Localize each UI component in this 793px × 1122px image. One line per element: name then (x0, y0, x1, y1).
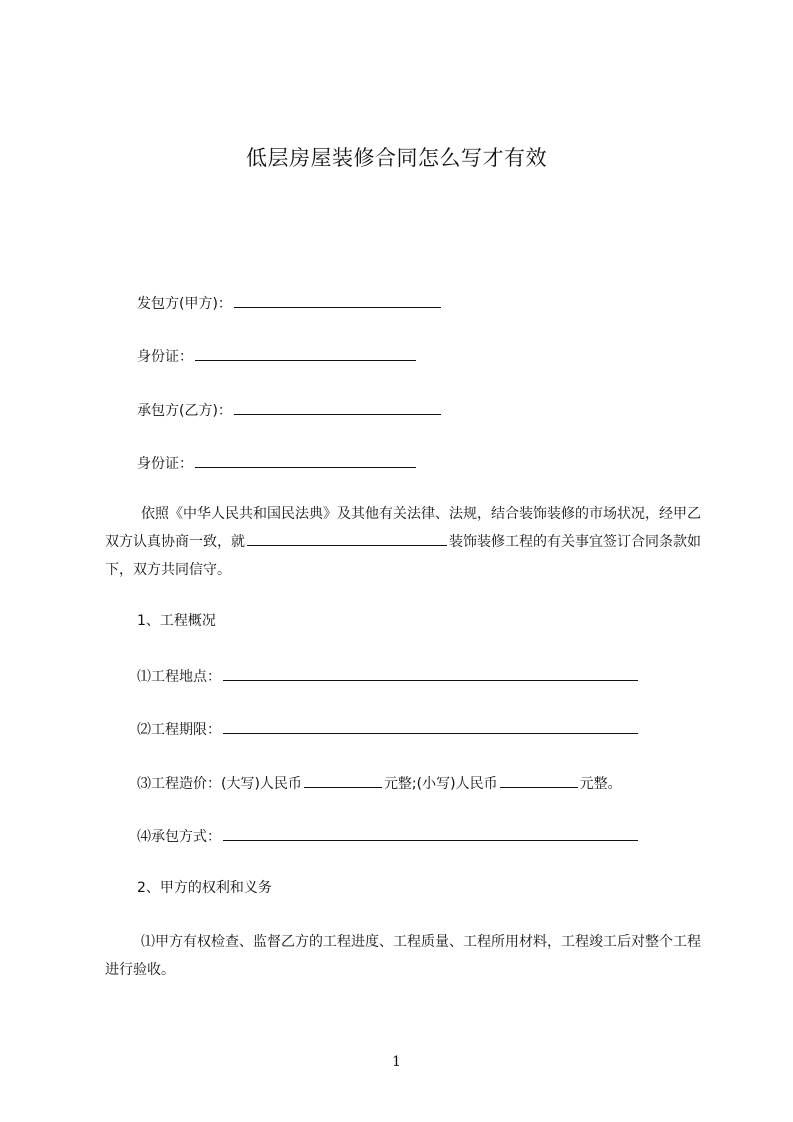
contract-method-blank[interactable] (223, 825, 638, 841)
party-a-label: 发包方(甲方)： (137, 296, 232, 312)
section-2-heading: 2、甲方的权利和义务 (137, 880, 272, 896)
project-cost-field (137, 772, 622, 794)
project-duration-field (137, 718, 640, 740)
party-b-id-field (137, 452, 418, 474)
document-title: 低层房屋装修合同怎么写才有效 (246, 146, 547, 170)
section-1-heading: 1、工程概况 (137, 613, 216, 629)
party-b-label: 承包方(乙方)： (137, 403, 232, 419)
party-b-blank[interactable] (234, 399, 441, 415)
project-cost-suffix: 元整。 (579, 776, 622, 792)
intro-text-part2: 装饰装修工程的有关事宜签订合同条款如下，双方共同信守。 (105, 534, 701, 578)
project-cost-middle: 元整;(小写)人民币 (383, 776, 498, 792)
intro-paragraph (105, 500, 710, 584)
party-a-id-field (137, 345, 418, 367)
intro-text-part1: 依照《中华人民共和国民法典》及其他有关法律、法规，结合装饰装修的市场状况，经甲乙双方认真协商一致，就 (105, 506, 701, 550)
project-name-blank[interactable] (247, 530, 447, 546)
cost-lowercase-blank[interactable] (500, 772, 578, 788)
cost-uppercase-blank[interactable] (304, 772, 382, 788)
party-a-id-label: 身份证： (137, 349, 193, 365)
project-location-field (137, 665, 640, 687)
party-b-field (137, 399, 443, 421)
party-a-field (137, 292, 443, 314)
project-duration-blank[interactable] (223, 718, 638, 734)
party-b-id-blank[interactable] (195, 452, 416, 468)
project-duration-label: ⑵工程期限： (137, 722, 221, 738)
project-location-label: ⑴工程地点： (137, 669, 221, 685)
project-cost-prefix: ⑶工程造价：(大写)人民币 (137, 776, 302, 792)
project-location-blank[interactable] (223, 665, 638, 681)
party-a-id-blank[interactable] (195, 345, 416, 361)
party-a-blank[interactable] (234, 292, 441, 308)
contract-method-label: ⑷承包方式： (137, 829, 221, 845)
page-number: 1 (392, 1054, 401, 1070)
contract-method-field (137, 825, 640, 847)
party-b-id-label: 身份证： (137, 456, 193, 472)
section-2-item-1: ⑴甲方有权检查、监督乙方的工程进度、工程质量、工程所用材料，工程竣工后对整个工程进行验收。 (105, 934, 701, 978)
